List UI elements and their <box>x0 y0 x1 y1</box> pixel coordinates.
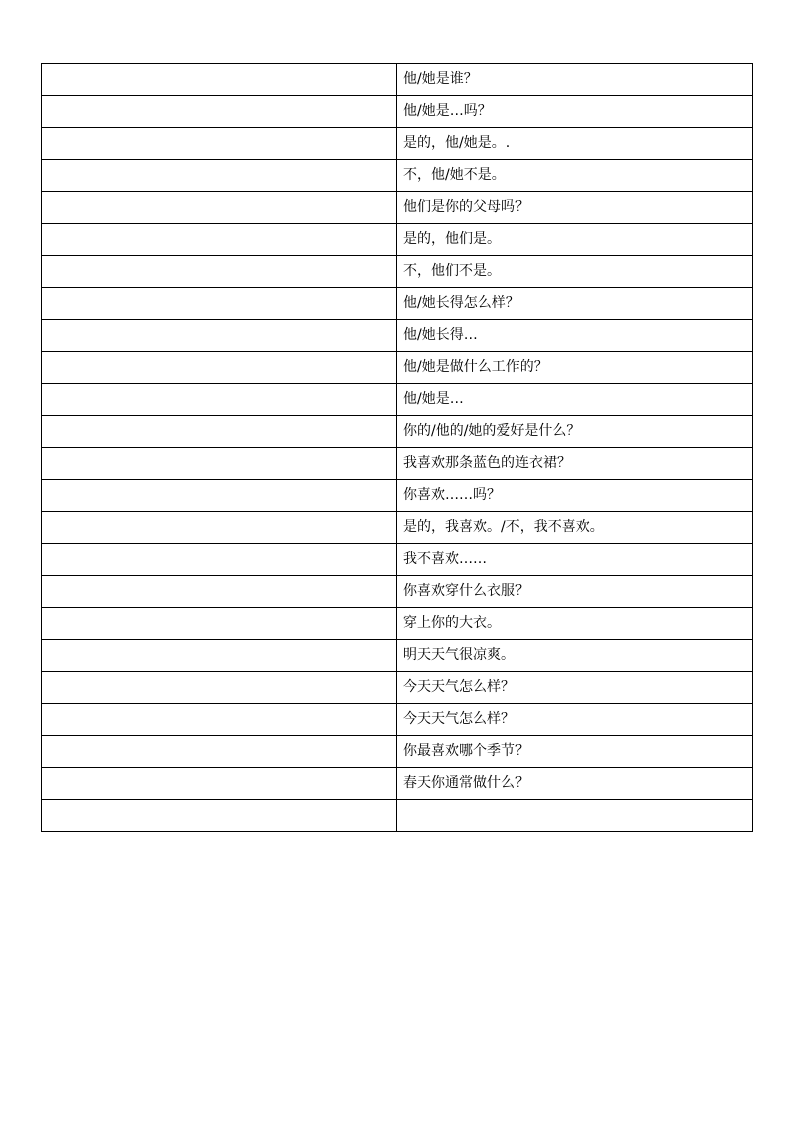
table-row <box>42 320 753 352</box>
translation-cell <box>42 288 397 320</box>
translation-cell <box>42 640 397 672</box>
table-row <box>42 96 753 128</box>
translation-cell <box>42 704 397 736</box>
chinese-phrase-cell: 我不喜欢…… <box>397 544 753 576</box>
table-row <box>42 192 753 224</box>
table-row <box>42 256 753 288</box>
table-row <box>42 672 753 704</box>
chinese-phrase-cell: 他/她是谁？ <box>397 64 753 96</box>
translation-cell <box>42 480 397 512</box>
chinese-phrase-cell: 穿上你的大衣。 <box>397 608 753 640</box>
table-row <box>42 640 753 672</box>
translation-cell <box>42 64 397 96</box>
translation-cell <box>42 672 397 704</box>
chinese-phrase-cell: 他们是你的父母吗？ <box>397 192 753 224</box>
chinese-phrase-cell: 他/她是… <box>397 384 753 416</box>
chinese-phrase-cell: 是的，他/她是。. <box>397 128 753 160</box>
table-row <box>42 512 753 544</box>
translation-cell <box>42 160 397 192</box>
table-row <box>42 288 753 320</box>
phrase-table-body <box>42 64 753 832</box>
table-row <box>42 384 753 416</box>
chinese-phrase-cell: 今天天气怎么样？ <box>397 704 753 736</box>
chinese-phrase-cell: 今天天气怎么样？ <box>397 672 753 704</box>
table-row <box>42 416 753 448</box>
table-row <box>42 736 753 768</box>
translation-cell <box>42 192 397 224</box>
table-row <box>42 448 753 480</box>
chinese-phrase-cell: 明天天气很凉爽。 <box>397 640 753 672</box>
phrase-table <box>41 63 753 832</box>
translation-cell <box>42 544 397 576</box>
translation-cell <box>42 96 397 128</box>
document-page <box>41 63 752 832</box>
translation-cell <box>42 448 397 480</box>
chinese-phrase-cell: 他/她长得… <box>397 320 753 352</box>
translation-cell <box>42 128 397 160</box>
chinese-phrase-cell <box>397 800 753 832</box>
table-row <box>42 160 753 192</box>
chinese-phrase-cell: 你喜欢……吗？ <box>397 480 753 512</box>
chinese-phrase-cell: 你喜欢穿什么衣服？ <box>397 576 753 608</box>
table-row <box>42 224 753 256</box>
chinese-phrase-cell: 他/她是…吗？ <box>397 96 753 128</box>
table-row <box>42 128 753 160</box>
translation-cell <box>42 736 397 768</box>
translation-cell <box>42 224 397 256</box>
table-row <box>42 480 753 512</box>
translation-cell <box>42 800 397 832</box>
chinese-phrase-cell: 不，他们不是。 <box>397 256 753 288</box>
translation-cell <box>42 608 397 640</box>
table-row <box>42 576 753 608</box>
table-row <box>42 704 753 736</box>
table-row <box>42 352 753 384</box>
chinese-phrase-cell: 是的，我喜欢。/不，我不喜欢。 <box>397 512 753 544</box>
translation-cell <box>42 384 397 416</box>
table-row <box>42 768 753 800</box>
translation-cell <box>42 576 397 608</box>
chinese-phrase-cell: 他/她长得怎么样？ <box>397 288 753 320</box>
chinese-phrase-cell: 春天你通常做什么？ <box>397 768 753 800</box>
chinese-phrase-cell: 他/她是做什么工作的？ <box>397 352 753 384</box>
translation-cell <box>42 768 397 800</box>
translation-cell <box>42 512 397 544</box>
chinese-phrase-cell: 你的/他的/她的爱好是什么？ <box>397 416 753 448</box>
table-row <box>42 544 753 576</box>
translation-cell <box>42 256 397 288</box>
chinese-phrase-cell: 我喜欢那条蓝色的连衣裙？ <box>397 448 753 480</box>
translation-cell <box>42 320 397 352</box>
translation-cell <box>42 352 397 384</box>
table-row <box>42 64 753 96</box>
translation-cell <box>42 416 397 448</box>
chinese-phrase-cell: 是的，他们是。 <box>397 224 753 256</box>
table-row <box>42 800 753 832</box>
table-row <box>42 608 753 640</box>
chinese-phrase-cell: 你最喜欢哪个季节？ <box>397 736 753 768</box>
chinese-phrase-cell: 不，他/她不是。 <box>397 160 753 192</box>
